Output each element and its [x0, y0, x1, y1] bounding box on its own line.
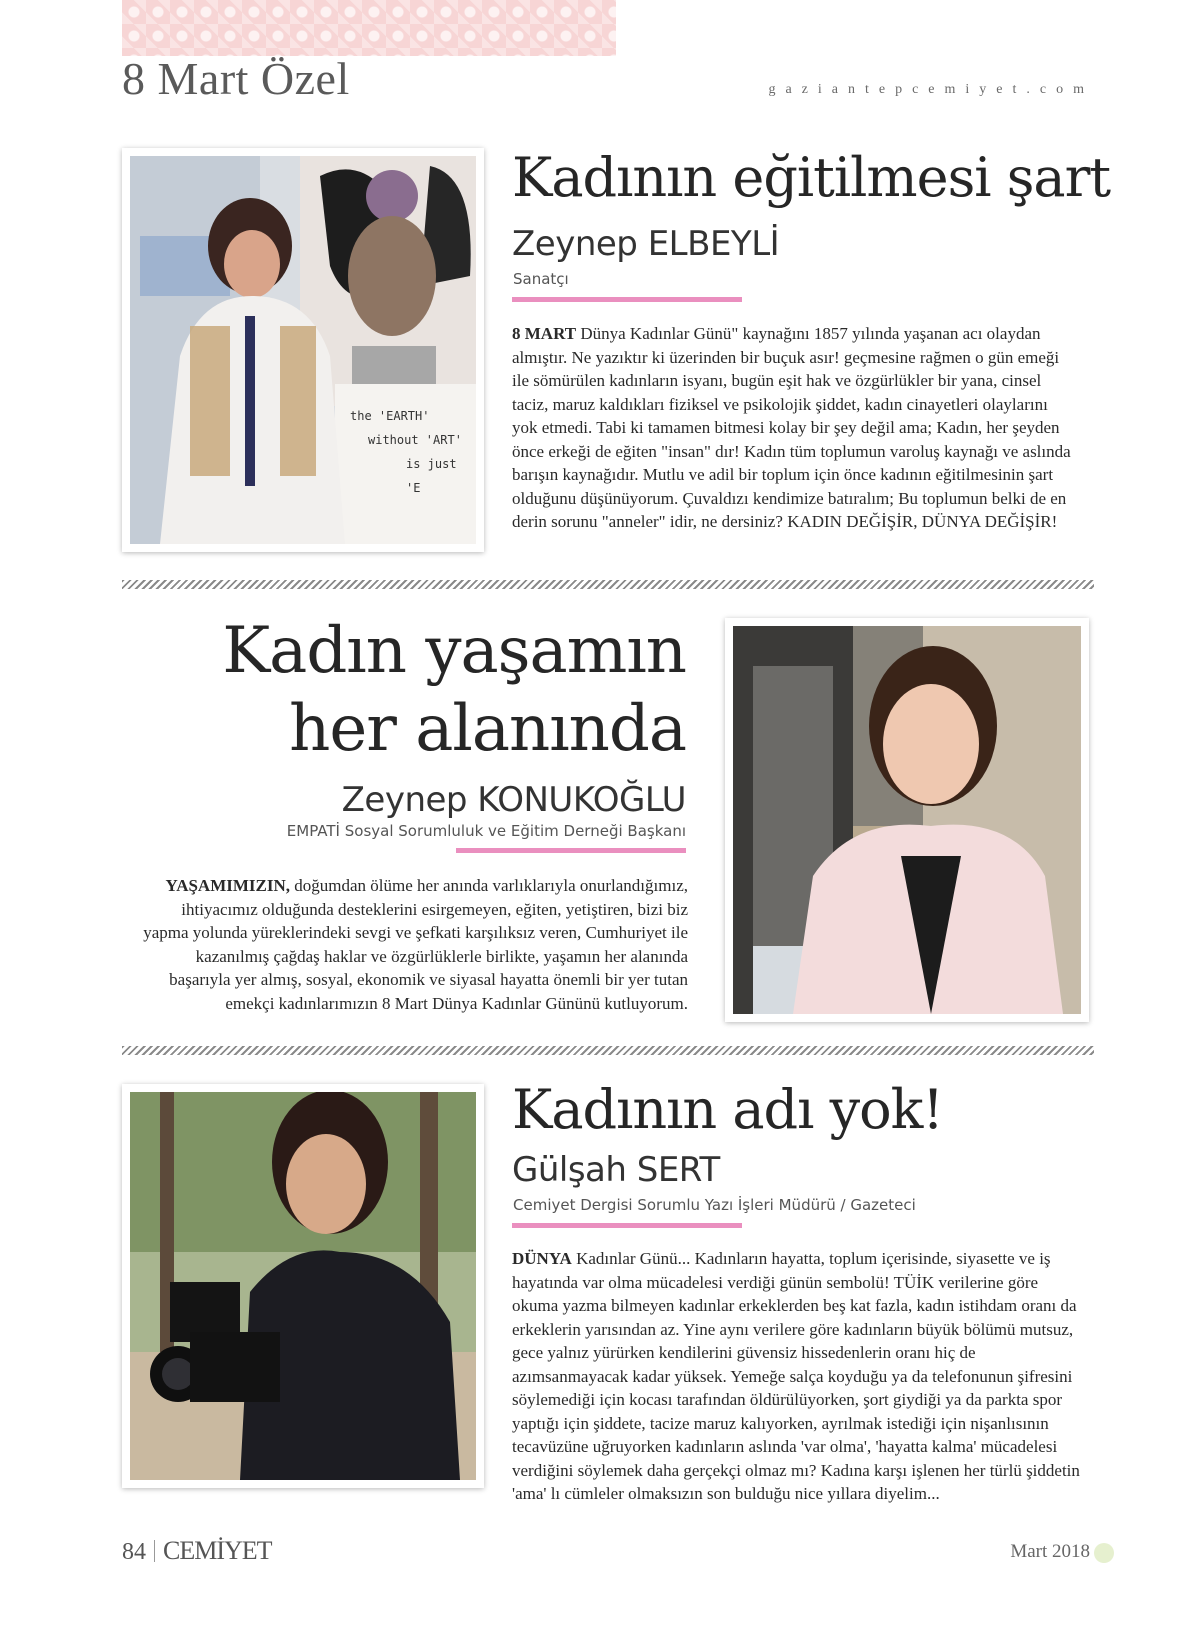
article-2-photo [725, 618, 1089, 1022]
article-2-author: Zeynep KONUKOĞLU [341, 780, 686, 820]
article-1-photo [122, 148, 484, 552]
article-3-body: DÜNYA Kadınlar Günü... Kadınların hayatta, toplum içerisinde, siyasette ve iş hayatında var olma mücadelesi verdiği günün sembolü! TÜİK verilerine göre okuma yazma bilmeyen kadınlar erkeklerden beş kat fazla, kadın istihdam oranı da erkeklerin yarısından az. Yine aynı verilere göre kadınların büyük bölümü mutsuz, gece yalnız yürürken kendilerini güvensiz hissedenlerin oranı hiç de azımsanmayacak kadar yüksek. Yemeğe salça koyduğu ya da telefonunun şifresini söylemediği için kocası tarafından öldürülüyorken, şort giydiği ya da parkta spor yaptığı için şiddete, tacize maruz kalıyorken, ayrılmak istediği için nişanlısının tecavüzüne uğruyorken kadınların aslında 'var olma', 'hayatta kalma' mücadelesi verdiğini söylemek daha gerçekçi olmaz mı? Kadına karşı işlenen her türlü şiddetin 'ama' lı cümleler olmaksızın son bulduğu nice yıllara diyelim... [512, 1249, 1080, 1503]
article-1-body: 8 MART Dünya Kadınlar Günü" kaynağını 1857 yılında yaşanan acı olaydan almıştır. Ne yazıktır ki üzerinden bir buçuk asır! geçmesine rağmen o gün emeği ile sömürülen kadınların isyanı, bugün eşit hak ve özgürlükler bir yana, cinsel taciz, maruz kaldıkları fiziksel ve psikolojik şiddet, kadın cinayetleri olaylarını yok etmedi. Tabi ki tamamen bitmesi kolay bir şey değil ama; Kadın, her şeyden önce erkeği de eğiten "insan" dır! Kadın tüm toplumun varoluş kaynağı ve aslında barışın kaynağıdır. Mutlu ve adil bir toplum için önce kadının eğitilmesinin şart olduğunu düşünüyorum. Çuvaldızı kendimize batıralım; Bu toplumun belki de en derin sorunu "anneler" idir, ne dersiniz? KADIN DEĞİŞİR, DÜNYA DEĞİŞİR! [512, 324, 1071, 531]
article-3-headline: Kadının adı yok! [512, 1078, 944, 1141]
article-3-pink-rule [512, 1223, 742, 1228]
divider-2 [122, 1046, 1094, 1055]
article-3-photo [122, 1084, 484, 1488]
article-3-author: Gülşah SERT [512, 1150, 720, 1190]
magazine-brand: CEMİYET [163, 1536, 272, 1565]
article-1-author: Zeynep ELBEYLİ [512, 224, 780, 264]
decorative-pattern-band [122, 0, 616, 56]
article-2-body: YAŞAMIMIZIN, doğumdan ölüme her anında varlıklarıyla onurlandığımız, ihtiyacımız olduğunda desteklerini esirgemeyen, eğiten, yetiştiren, bizi biz yapma yolunda yüreklerindeki sevgi ve şefkati karşılıksız veren, Cumhuriyet ile kazanılmış çağdaş haklar ve özgürlüklerle birlikte, yaşamın her alanında başarıyla yer almış, sosyal, ekonomik ve siyasal hayatta önemli bir yer tutan emekçi kadınlarımızın 8 Mart Dünya Kadınlar Gününü kutluyorum. [143, 876, 688, 1013]
divider-1 [122, 580, 1094, 589]
article-2-headline: Kadın yaşamın her alanında [222, 614, 686, 766]
page-number: 84 [122, 1539, 146, 1565]
article-3-role: Cemiyet Dergisi Sorumlu Yazı İşleri Müdürü / Gazeteci [513, 1196, 916, 1214]
article-2-pink-rule [456, 848, 686, 853]
article-2-role: EMPATİ Sosyal Sorumluluk ve Eğitim Derneği Başkanı [286, 822, 686, 840]
folio-separator [154, 1540, 155, 1562]
section-title: 8 Mart Özel [122, 53, 350, 104]
photo-sign: the 'EARTH' without 'ART' is just 'E [350, 409, 462, 495]
article-1-role: Sanatçı [513, 270, 569, 288]
article-1-pink-rule [512, 297, 742, 302]
article-1-headline: Kadının eğitilmesi şart [512, 146, 1111, 209]
decorative-dot [1094, 1543, 1114, 1563]
issue-date: Mart 2018 [1010, 1541, 1090, 1562]
website-url: gaziantepcemiyet.com [768, 82, 1094, 97]
page-folio [122, 1536, 272, 1566]
